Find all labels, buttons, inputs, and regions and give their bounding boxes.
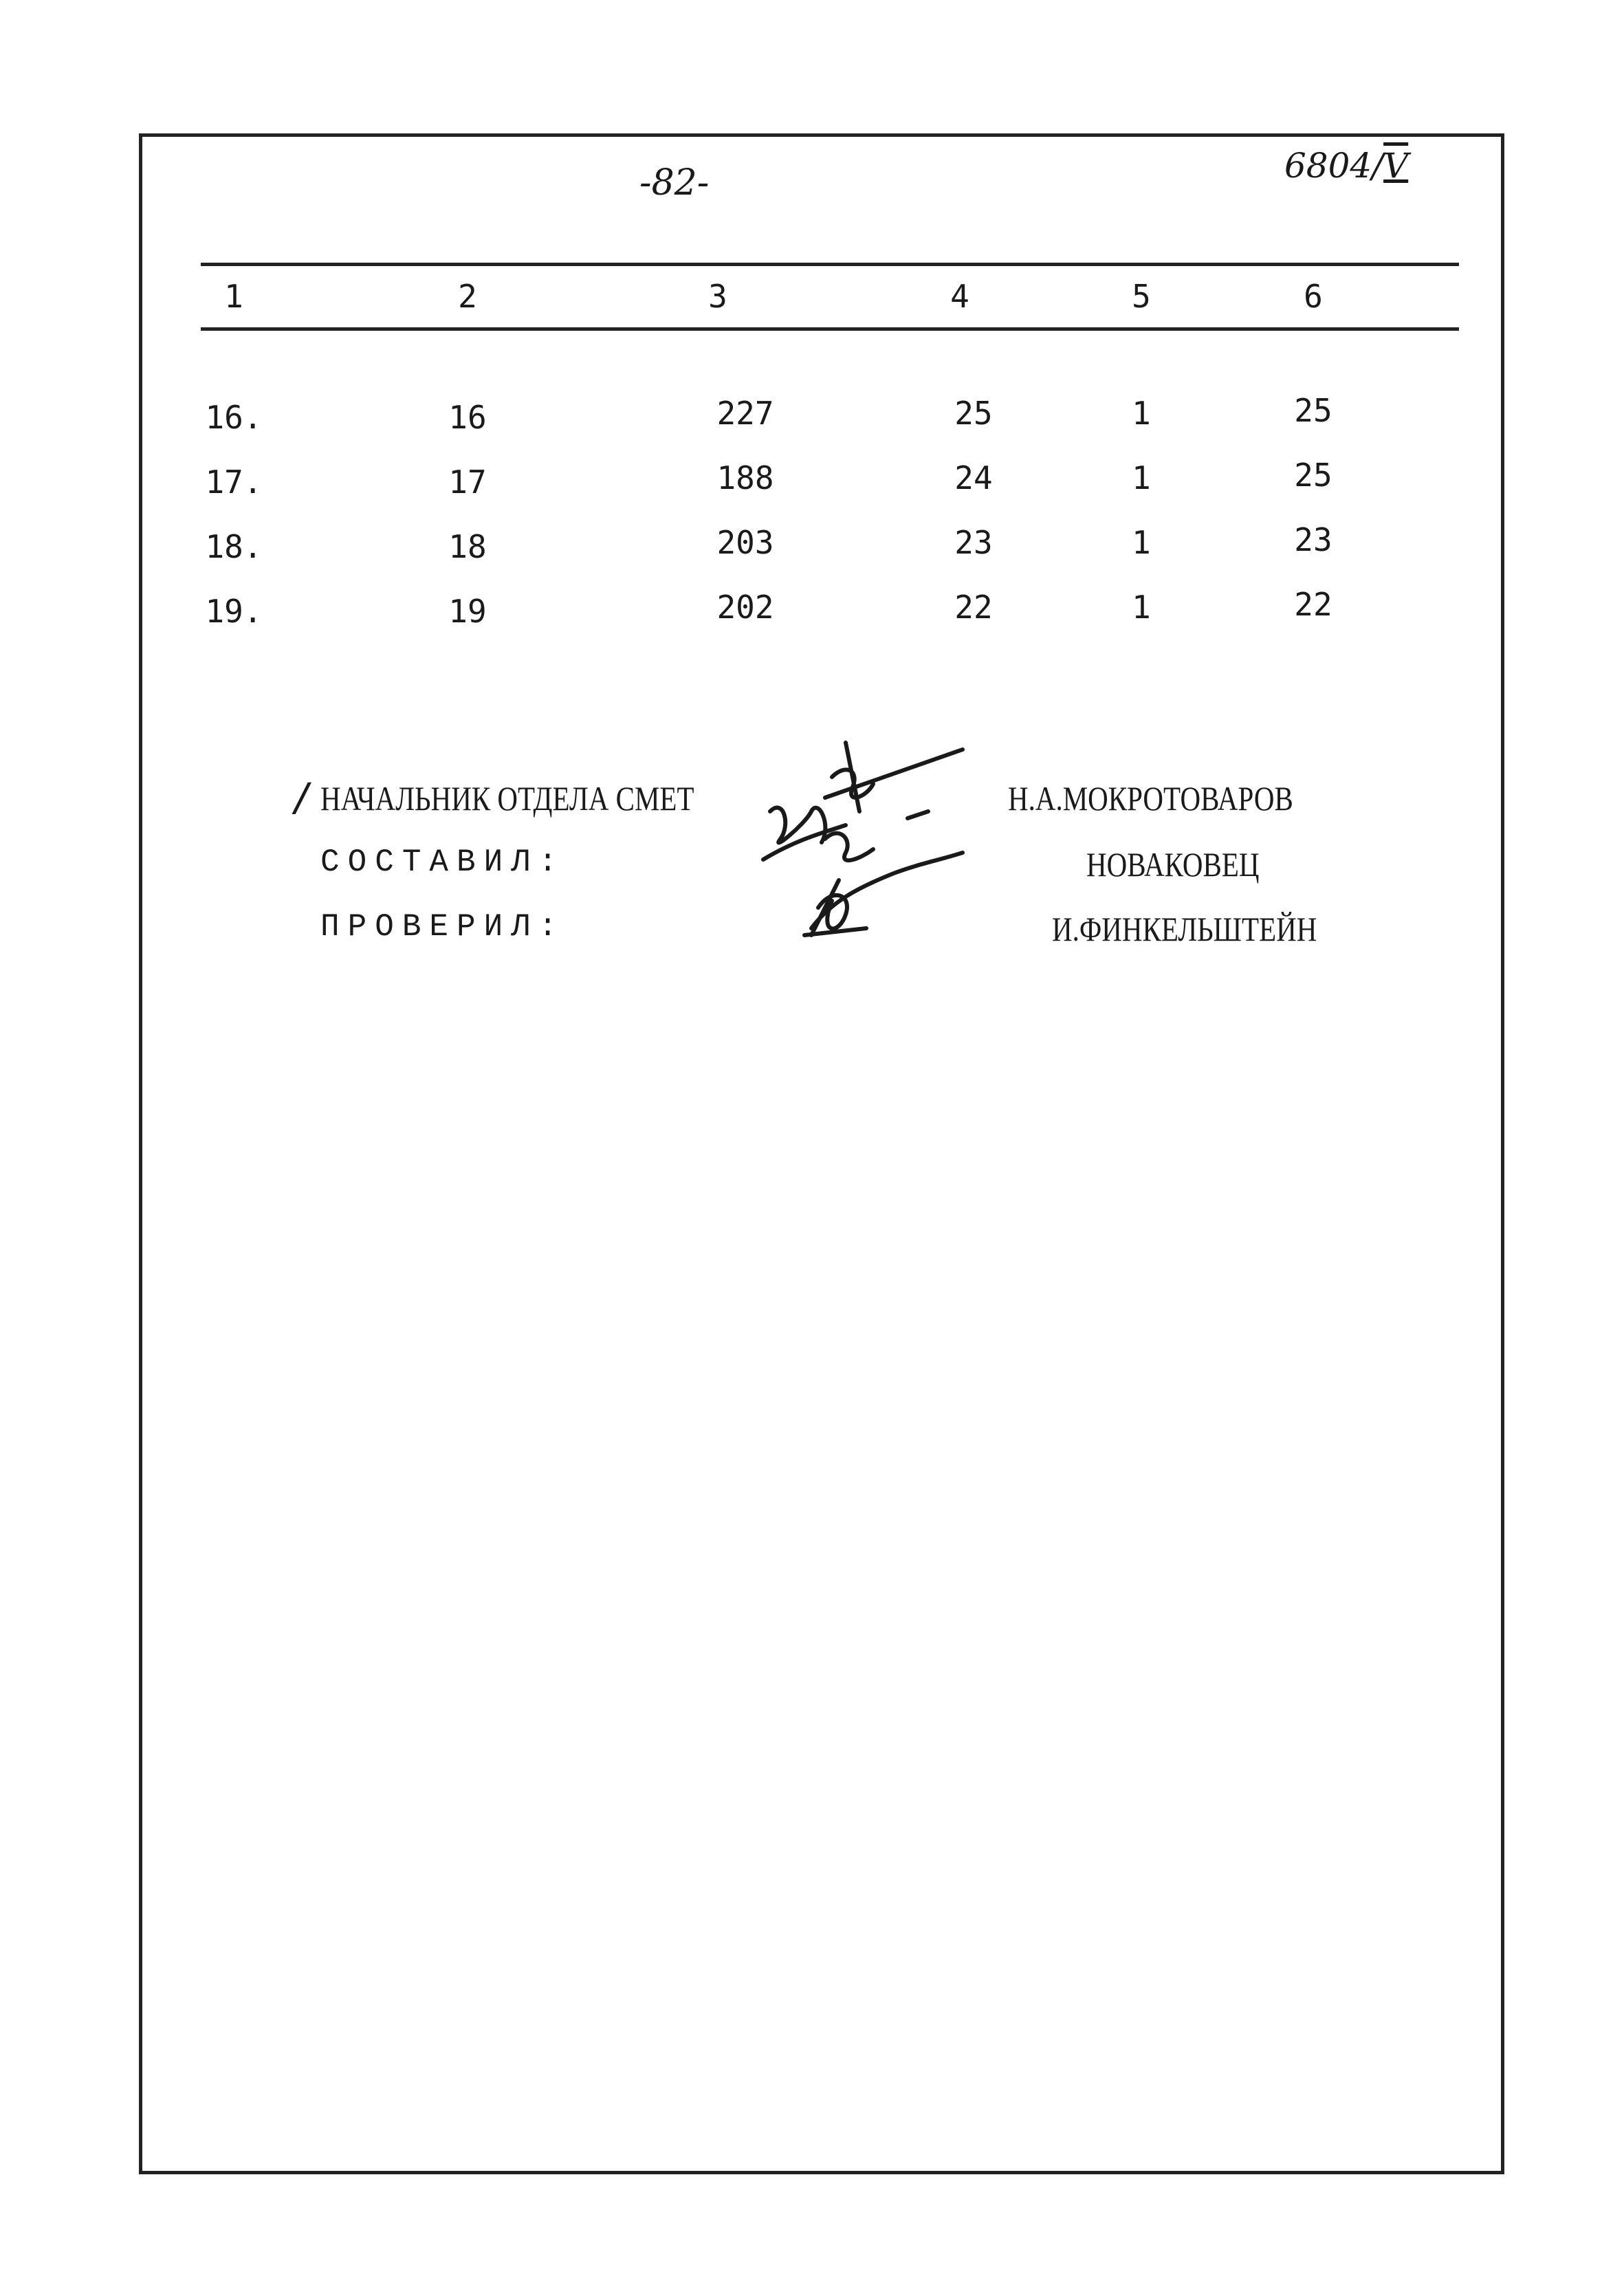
table-cell: 16. [205, 399, 263, 436]
handwritten-signature [743, 722, 990, 970]
checked-by-name: И.ФИНКЕЛЬШТЕЙН [1052, 910, 1317, 948]
column-header: 1 [224, 278, 243, 315]
table-cell: 19. [205, 593, 263, 630]
compiled-by-name: НОВАКОВЕЦ [1086, 845, 1260, 884]
page-frame [139, 133, 1504, 2174]
document-code-number: 6804/ [1284, 146, 1384, 186]
document-code-roman: V [1383, 146, 1409, 186]
table-cell: 18 [448, 528, 487, 565]
head-of-department-name: Н.А.МОКРОТОВАРОВ [1008, 779, 1293, 818]
column-header: 3 [708, 278, 727, 315]
compiled-by-label: СОСТАВИЛ: [320, 844, 566, 880]
column-header: 6 [1304, 278, 1323, 315]
table-cell: 17. [205, 463, 263, 501]
table-cell: 25 [954, 395, 993, 432]
table-header-rule [201, 327, 1459, 331]
document-code [1284, 146, 1408, 186]
table-cell: 17 [448, 463, 487, 501]
table-cell: 227 [716, 395, 774, 432]
table-cell: 23 [954, 524, 993, 561]
table-cell: 202 [716, 589, 774, 626]
table-cell: 25 [1294, 457, 1332, 494]
table-cell: 23 [1294, 521, 1332, 558]
table-cell: 19 [448, 593, 487, 630]
table-cell: 1 [1132, 524, 1151, 561]
table-cell: 203 [716, 524, 774, 561]
checked-by-label: ПРОВЕРИЛ: [320, 909, 566, 945]
table-cell: 1 [1132, 459, 1151, 496]
table-cell: 16 [448, 399, 487, 436]
table-cell: 24 [954, 459, 993, 496]
table-cell: 22 [1294, 586, 1332, 623]
table-cell: 1 [1132, 395, 1151, 432]
column-header: 2 [458, 278, 477, 315]
column-header: 4 [950, 278, 969, 315]
table-cell: 188 [716, 459, 774, 496]
table-cell: 22 [954, 589, 993, 626]
page-number: -82- [639, 162, 710, 204]
table-cell: 25 [1294, 392, 1332, 429]
table-cell: 1 [1132, 589, 1151, 626]
head-of-department-label: НАЧАЛЬНИК ОТДЕЛА СМЕТ [320, 779, 694, 818]
table-cell: 18. [205, 528, 263, 565]
margin-tick-mark: / [292, 776, 315, 820]
column-header: 5 [1132, 278, 1151, 315]
table-top-rule [201, 263, 1459, 266]
